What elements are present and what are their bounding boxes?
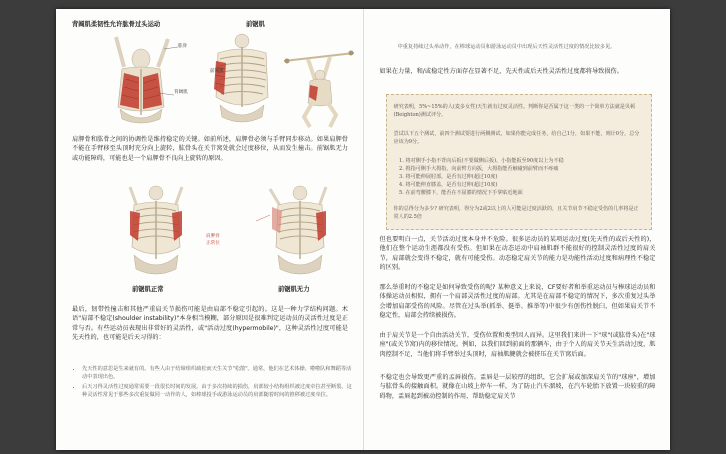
figure-caption-latissimus: 背阔肌柔韧性允许肱骨过头运动 — [72, 21, 161, 28]
right-page — [364, 9, 671, 450]
paragraph-scapula-coordination: 肩胛骨和肱骨之间的协调性是维持稳定的关键。如前所述，肩胛骨必须与手臂同步移动。如果肩胛骨不能在手臂移至头顶时充分向上旋转，肱骨头在关节窝处就会过度移位，从而发生撞击。前锯肌无力或功能障碍，可能也是一个肩胛骨不良向上旋转的原因。 — [72, 136, 348, 162]
paragraph-instability: 最后，韧带性撞击和其他严重肩关节损伤可能是由肩部不稳定引起的。这是一种力学结构问题。术语"肩部不稳定(shoulder instability)"本身相当模糊，部分原因是很难判定运动员的灵活性过度是正常与否。有些运动员表现出非常好的灵活性，或"活动过度(hypermobile)"，这种灵活性过度可能是先天性的，也可能是后天习得的： — [72, 306, 348, 341]
label-latissimus: 背阔肌 — [174, 90, 188, 95]
overhead-press-figure — [282, 35, 356, 129]
list-item: 1. 将对侧手小指不背向后扳(不要做侧后扳)，小指能扳至90度以上为不稳 — [406, 157, 656, 165]
beighton-test-list — [394, 157, 656, 197]
serratus-ribcage-figure — [206, 33, 274, 129]
figure-caption-serratus: 前锯肌 — [246, 21, 265, 28]
paragraph-hypermobility-risk: 但也要明白一点，关节活动过度本身并不危险。很多运动员的某项运动过度(先天性的或后天性的)，他们在整个运动生涯都没有受伤。但如果在动态运动中肩袖肌群不能很好的控制灵活性过度的肩关节，肩部就会变得不稳定，就有可能受伤。动态稳定肩关节的能力是功能性活动过度和病理性不稳定的区别。 — [379, 236, 656, 271]
list-item: 5. 在前弯腰膝下，能否在不屈膝的情况下手掌贴近地面 — [406, 189, 656, 197]
serratus-normal-figure — [108, 185, 206, 283]
list-item: • 后天习得灵活性过度通常需要一段很长时间的发展。由于多次持续的损伤，肩部较小结构组织被过度牵拉甚至断裂。这种灵活性常见于那些多次重复做同一动作的人，如棒球投手或游泳运动员的肩部随着时间的推移被过度牵拉。 — [82, 383, 356, 400]
beighton-test-box — [386, 94, 652, 230]
hypermobility-list — [74, 365, 356, 400]
paragraph-strength-deficit: 如果在力量，和/或稳定性方面存在显著不足，先天性或后天性灵活性过度都将导致损伤。 — [379, 68, 623, 75]
list-item: 4. 将可能伸直膝盖，是否有过伸(超过10度) — [406, 181, 656, 189]
label-serratus: 前锯肌 — [210, 69, 224, 74]
list-item: 2. 拇指可侧手大拇指，向前臂方向扳，大拇指能否触碰到前臂而不疼痛 — [406, 165, 656, 173]
list-item: 3. 将可能伸展肘部，是否有过伸(超过10度) — [406, 173, 656, 181]
label-normal-position: 正常位 — [206, 241, 220, 246]
box-intro: 研究表明，5%~15%的人(麦多女性)天生就有过度灵活性。判断你是否属于这一类的一个简单方法就是贝顿(Beighton)测试评分。 — [393, 104, 636, 119]
continued-text: 中重复持续过头举动作，在棒球运动员和游泳运动员中出现后天性灵活性过度的情况比较多见。 — [397, 44, 616, 50]
paragraph-lifting-injury: 那么举重时的不稳定是如何导致受伤的呢? 某种意义上来说，CF要好者和举重运动员与棒球运动员和体操运动员相似，拥有一个肩部灵活性过度的肩部。尤其是在肩部不稳定的情况下，多次重复过头举会增加肩部受伤的风险。尽管在过头举(抓举、挺举、推举等)中很少有创伤性脱臼，但如果肩关节不稳定性，肩部会持续被损伤。 — [379, 284, 656, 319]
label-scapula: 肩胛骨 — [206, 234, 220, 239]
paragraph-ball-socket: 由于肩关节是一个自由活动关节，受伤位置和类型因人而异。这里我们来讲一下"球"(或肱骨头)在"球座"(或关节窝)内的移位情况。例如，以我们回到前面的那辆车，由于个人的肩关节天生活动过度，肌肉控制不足，当他们将手臂举过头顶时，肩袖肌腱就会被挤压在关节窝后面。 — [379, 332, 656, 358]
label-humerus: 肱骨 — [178, 44, 188, 49]
caption-serratus-normal: 前锯肌正常 — [132, 286, 164, 293]
paragraph-labrum: 不稳定也会导致更严重的孟唇损伤。盂唇是一层较厚的组织，它会扩展或加深肩关节的"球座"，增加与肱骨头的接触面积。就像在山坡上停车一样，为了防止汽车溜坡，在汽车轮胎下放置一块较重的障碍物，盂唇起到被动控制的作用，帮助稳定肩关节 — [379, 374, 656, 400]
box-score: 你的总得分为多少? 研究表明，得分为2或2以上的人可能是过度活跃的，且关节肩节不稳定受伤的几率将是正常人的2.5倍 — [393, 206, 639, 221]
box-instructions: 尝试以下五个测试，前四个测试要进行两侧测试，如果你能完成任务，给自己1分，如果不能，则计0分，总分应该为9分。 — [393, 131, 640, 146]
serratus-weak-figure — [252, 185, 350, 283]
list-item: • 先天性的意思是生来就有的。有些人由于结缔组织疏松而天生关节"松散"。通常，他们在艺术体操、啦啦队和舞蹈等活动中表现出色。 — [82, 365, 356, 382]
page-spread — [56, 9, 670, 450]
left-page — [56, 9, 364, 450]
caption-serratus-weak: 前锯肌无力 — [278, 286, 310, 293]
